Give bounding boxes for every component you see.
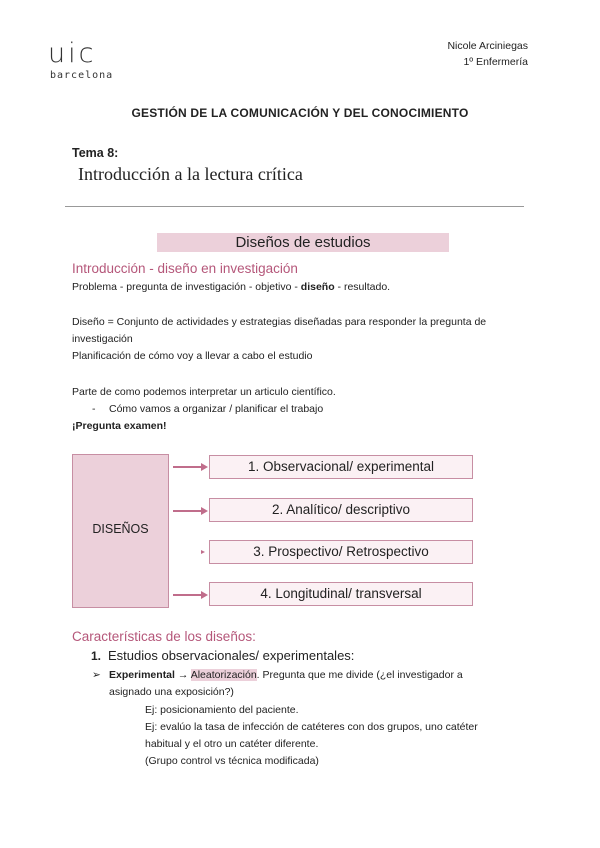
author-block bbox=[447, 38, 528, 70]
example-2: Ej: evalúo la tasa de infección de catéteres con dos grupos, uno catéter bbox=[145, 721, 478, 733]
logo-subtitle: barcelona bbox=[50, 70, 114, 81]
arrow-2-icon bbox=[201, 507, 208, 515]
experimental-paragraph bbox=[109, 667, 529, 684]
definition-line2: investigación bbox=[72, 333, 133, 345]
list-number: 1. bbox=[91, 649, 102, 663]
definition-line3: Planificación de cómo voy a llevar a cabo el estudio bbox=[72, 350, 313, 362]
section-title: Diseños de estudios bbox=[235, 234, 371, 251]
topic-label: Tema 8: bbox=[72, 146, 119, 160]
part-line: Parte de como podemos interpretar un articulo científico. bbox=[72, 386, 336, 398]
topic-title: Introducción a la lectura crítica bbox=[78, 164, 303, 184]
list-item-title: Estudios observacionales/ experimentales: bbox=[108, 648, 355, 663]
intro-line1-pre: Problema - pregunta de investigación - objetivo - bbox=[72, 281, 301, 293]
experimental-arrow: → bbox=[174, 669, 191, 681]
arrow-bullet-icon: ➢ bbox=[92, 669, 101, 681]
arrow-2-line bbox=[173, 510, 202, 512]
arrow-1-line bbox=[173, 466, 202, 468]
intro-line1-post: - resultado. bbox=[334, 281, 391, 293]
example-1: Ej: posicionamiento del paciente. bbox=[145, 704, 299, 716]
author-course: 1º Enfermería bbox=[463, 56, 528, 68]
arrow-1-icon bbox=[201, 463, 208, 471]
diagram-item-1: 1. Observacional/ experimental bbox=[209, 455, 473, 479]
characteristics-heading: Características de los diseños: bbox=[72, 629, 256, 644]
experimental-label: Experimental bbox=[109, 669, 175, 681]
example-3: (Grupo control vs técnica modificada) bbox=[145, 755, 319, 767]
intro-heading: Introducción - diseño en investigación bbox=[72, 261, 298, 276]
experimental-text-cont: asignado una exposición?) bbox=[109, 686, 234, 698]
arrow-4-icon bbox=[201, 591, 208, 599]
diagram-label: DISEÑOS bbox=[92, 522, 149, 536]
exam-note: ¡Pregunta examen! bbox=[72, 420, 167, 432]
author-name: Nicole Arciniegas bbox=[447, 40, 528, 52]
example-2-cont: habitual y el otro un catéter diferente. bbox=[145, 738, 319, 750]
diagram-item-4: 4. Longitudinal/ transversal bbox=[209, 582, 473, 606]
bullet-dash: - bbox=[92, 403, 96, 415]
randomization-highlight: Aleatorización bbox=[190, 669, 257, 681]
diagram-item-3: 3. Prospectivo/ Retrospectivo bbox=[209, 540, 473, 564]
diagram-item-2: 2. Analítico/ descriptivo bbox=[209, 498, 473, 522]
arrow-3-icon bbox=[201, 550, 205, 554]
logo-text: uic bbox=[48, 38, 97, 69]
intro-line1 bbox=[72, 279, 390, 296]
experimental-text: . Pregunta que me divide (¿el investigador a bbox=[256, 669, 463, 681]
intro-line1-bold: diseño bbox=[300, 281, 335, 293]
definition-line1: Diseño = Conjunto de actividades y estrategias diseñadas para responder la pregunta de bbox=[72, 316, 487, 328]
arrow-4-line bbox=[173, 594, 202, 596]
divider bbox=[65, 206, 524, 207]
definition-paragraph bbox=[72, 314, 532, 365]
course-title: GESTIÓN DE LA COMUNICACIÓN Y DEL CONOCIMIENTO bbox=[131, 106, 469, 120]
bullet-text: Cómo vamos a organizar / planificar el trabajo bbox=[109, 403, 324, 415]
